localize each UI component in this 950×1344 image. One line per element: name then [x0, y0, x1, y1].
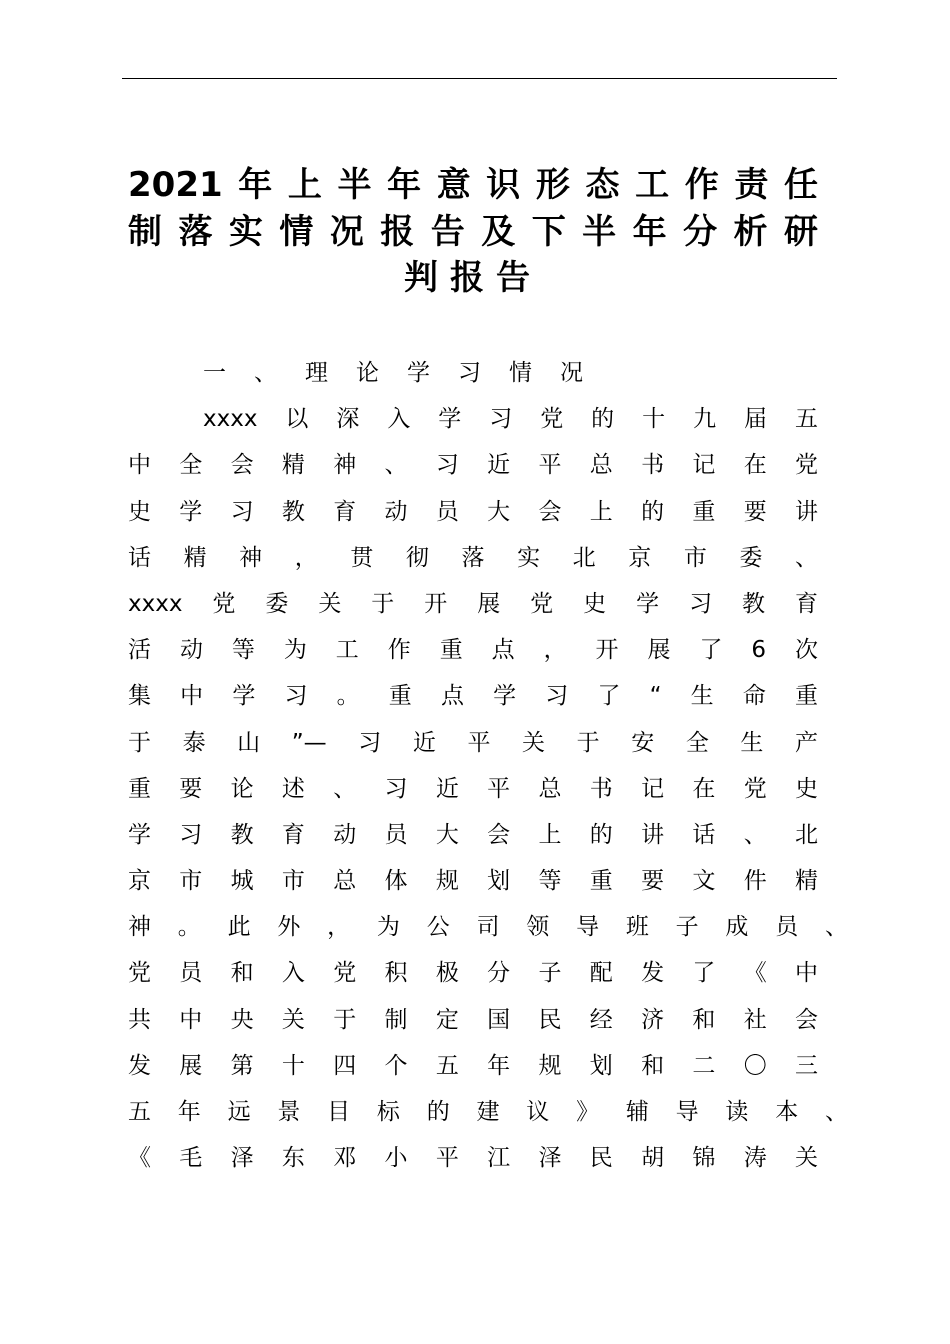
paragraph-line: 史学习教育动员大会上的重要讲: [128, 498, 818, 525]
paragraph-line: 共中央关于制定国民经济和社会: [128, 1006, 818, 1033]
section-heading: 一、理论学习情况: [203, 360, 583, 386]
title-line: 制落实情况报告及下半年分析研: [128, 211, 818, 252]
paragraph-line: xxxx以深入学习党的十九届五: [203, 406, 818, 433]
paragraph-line: 五年远景目标的建议》辅导读本、: [128, 1099, 848, 1125]
paragraph-line: 发展第十四个五年规划和二〇三: [128, 1052, 818, 1079]
paragraph-line: 集中学习。重点学习了“生命重: [128, 683, 818, 710]
paragraph-line: 活动等为工作重点，开展了6次: [128, 637, 818, 664]
document-title: [128, 162, 818, 302]
header-rule: [122, 78, 837, 79]
paragraph-line: 京市城市总体规划等重要文件精: [128, 868, 818, 895]
paragraph-line: 党员和入党积极分子配发了《中: [128, 960, 818, 987]
title-line: 2021年上半年意识形态工作责任: [128, 165, 818, 205]
paragraph-line: 神。此外，为公司领导班子成员、: [128, 914, 848, 941]
paragraph-line: 重要论述、习近平总书记在党史: [128, 775, 818, 802]
paragraph-line: 学习教育动员大会上的讲话、北: [128, 821, 818, 848]
paragraph-line: 《毛泽东邓小平江泽民胡锦涛关: [128, 1145, 818, 1172]
title-line: 判报告: [404, 258, 542, 298]
paragraph-line: 中全会精神、习近平总书记在党: [128, 452, 818, 479]
paragraph-line: 于泰山”—习近平关于安全生产: [128, 729, 818, 756]
paragraph-line: 话精神，贯彻落实北京市委、: [128, 544, 818, 571]
document-body: [128, 350, 848, 1181]
paragraph-line: xxxx党委关于开展党史学习教育: [128, 590, 818, 617]
